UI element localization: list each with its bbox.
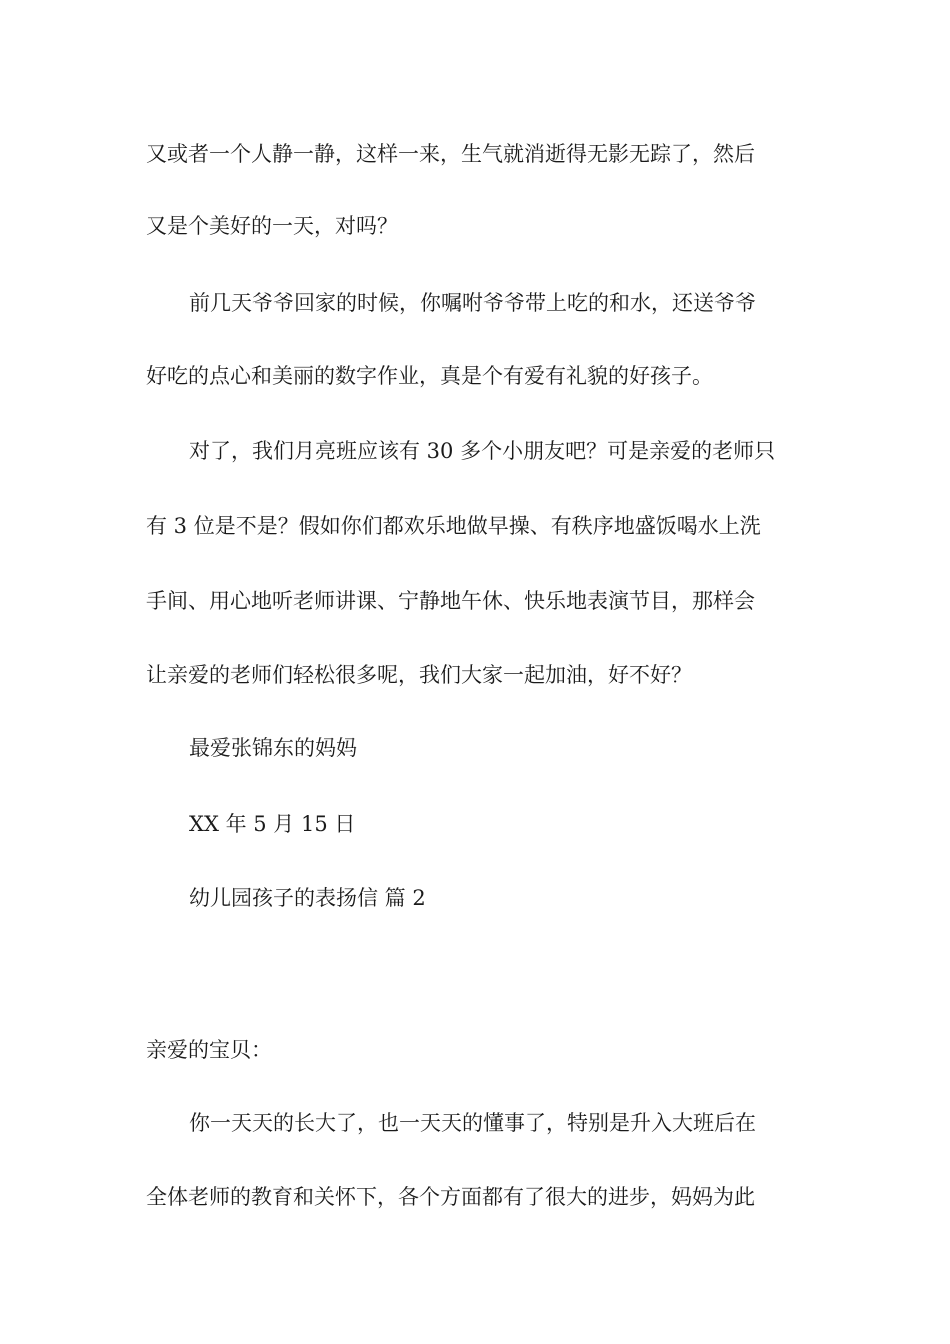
text-line: 有 3 位是不是？假如你们都欢乐地做早操、有秩序地盛饭喝水上洗 [146,514,761,538]
text-line: 让亲爱的老师们轻松很多呢，我们大家一起加油，好不好？ [146,663,692,687]
text-line: 全体老师的教育和关怀下，各个方面都有了很大的进步，妈妈为此 [146,1185,755,1209]
date-line: XX 年 5 月 15 日 [189,812,356,836]
text-line: 手间、用心地听老师讲课、宁静地午休、快乐地表演节目，那样会 [146,589,755,613]
paragraph-line: 前几天爷爷回家的时候，你嘱咐爷爷带上吃的和水，还送爷爷 [189,291,756,315]
signature-line: 最爱张锦东的妈妈 [189,736,357,760]
text-line: 好吃的点心和美丽的数字作业，真是个有爱有礼貌的好孩子。 [146,364,713,388]
text-line: 又是个美好的一天，对吗？ [146,214,398,238]
text-line: 又或者一个人静一静，这样一来，生气就消逝得无影无踪了，然后 [146,142,755,166]
paragraph-line: 你一天天的长大了，也一天天的懂事了，特别是升入大班后在 [189,1111,756,1135]
section-title: 幼儿园孩子的表扬信 篇 2 [189,886,426,910]
paragraph-line: 对了，我们月亮班应该有 30 多个小朋友吧？可是亲爱的老师只 [189,439,776,463]
salutation: 亲爱的宝贝： [146,1038,272,1062]
